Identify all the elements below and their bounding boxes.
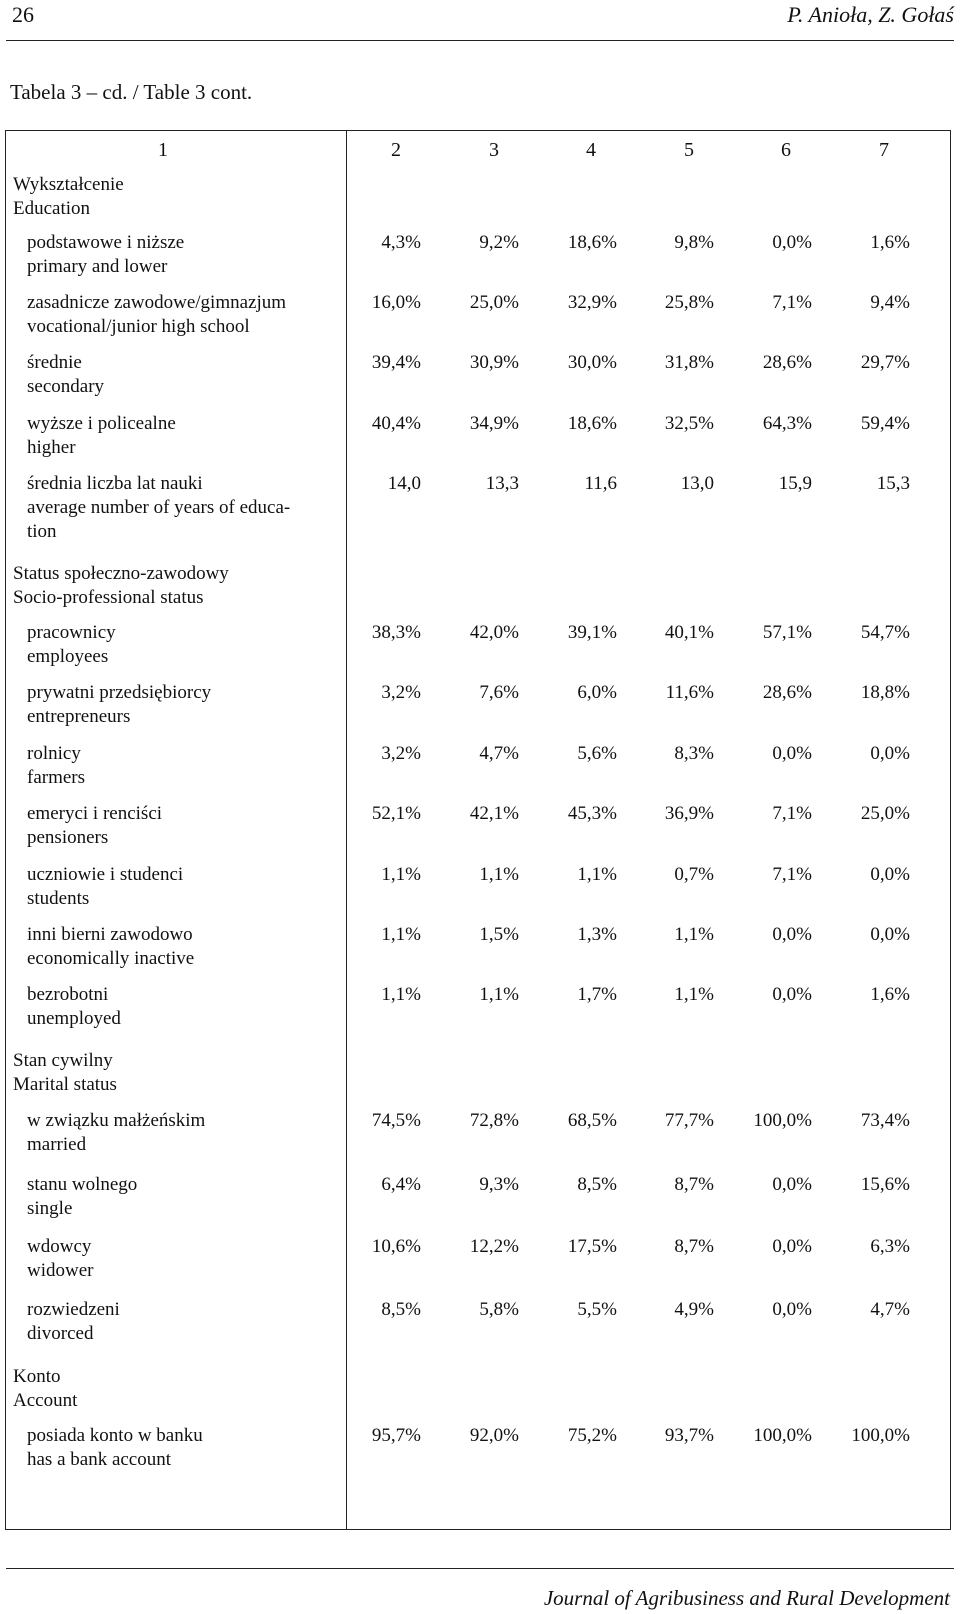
cell-value: 15,3: [876, 473, 910, 494]
row-label-en: higher: [27, 437, 76, 458]
cell-value: 13,0: [680, 473, 714, 494]
cell-value: 11,6: [584, 473, 617, 494]
column-number-1: 1: [158, 139, 168, 161]
cell-value: 30,9%: [469, 352, 519, 373]
cell-value: 5,6%: [577, 743, 617, 764]
cell-value: 32,9%: [567, 292, 617, 313]
column-number-5: 5: [684, 139, 694, 161]
cell-value: 0,0%: [772, 924, 812, 945]
group-title-pl: Konto: [13, 1366, 61, 1387]
cell-value: 75,2%: [567, 1425, 617, 1446]
cell-value: 13,3: [485, 473, 519, 494]
cell-value: 1,6%: [870, 232, 910, 253]
cell-value: 5,5%: [577, 1299, 617, 1320]
cell-value: 17,5%: [567, 1236, 617, 1257]
cell-value: 34,9%: [469, 413, 519, 434]
row-label-en: primary and lower: [27, 256, 168, 277]
page-number: 26: [12, 2, 34, 27]
cell-value: 8,7%: [674, 1236, 714, 1257]
cell-value: 1,1%: [381, 864, 421, 885]
row-label-en: secondary: [27, 376, 105, 397]
group-title-en: Marital status: [13, 1074, 117, 1095]
row-label-en: employees: [27, 646, 109, 667]
row-label-en: divorced: [27, 1323, 94, 1344]
cell-value: 72,8%: [469, 1110, 519, 1131]
cell-value: 25,0%: [860, 803, 910, 824]
cell-value: 9,4%: [870, 292, 910, 313]
cell-value: 40,4%: [371, 413, 421, 434]
row-label-pl: wdowcy: [27, 1236, 92, 1257]
cell-value: 12,2%: [469, 1236, 519, 1257]
cell-value: 14,0: [387, 473, 421, 494]
cell-value: 0,7%: [674, 864, 714, 885]
cell-value: 5,8%: [479, 1299, 519, 1320]
cell-value: 0,0%: [772, 1174, 812, 1195]
cell-value: 16,0%: [371, 292, 421, 313]
cell-value: 39,4%: [371, 352, 421, 373]
cell-value: 52,1%: [371, 803, 421, 824]
cell-value: 7,1%: [772, 803, 812, 824]
cell-value: 36,9%: [664, 803, 714, 824]
cell-value: 73,4%: [860, 1110, 910, 1131]
data-table: [5, 130, 951, 1530]
cell-value: 1,5%: [479, 924, 519, 945]
column-number-3: 3: [489, 139, 499, 161]
cell-value: 1,6%: [870, 984, 910, 1005]
group-title-pl: Wykształcenie: [13, 174, 124, 195]
row-label-en: has a bank account: [27, 1449, 172, 1470]
table-caption: Tabela 3 – cd. / Table 3 cont.: [10, 80, 253, 104]
cell-value: 1,7%: [577, 984, 617, 1005]
cell-value: 1,3%: [577, 924, 617, 945]
cell-value: 68,5%: [567, 1110, 617, 1131]
row-label-pl: rolnicy: [27, 743, 81, 764]
cell-value: 28,6%: [762, 352, 812, 373]
cell-value: 4,7%: [870, 1299, 910, 1320]
cell-value: 42,0%: [469, 622, 519, 643]
cell-value: 40,1%: [664, 622, 714, 643]
cell-value: 25,8%: [664, 292, 714, 313]
row-label-pl: bezrobotni: [27, 984, 109, 1005]
cell-value: 54,7%: [860, 622, 910, 643]
row-label-en: average number of years of educa-: [27, 497, 291, 518]
row-label-pl: pracownicy: [27, 622, 116, 643]
column-number-2: 2: [391, 139, 401, 161]
row-label-en: married: [27, 1134, 87, 1155]
cell-value: 0,0%: [870, 743, 910, 764]
cell-value: 9,2%: [479, 232, 519, 253]
cell-value: 1,1%: [674, 984, 714, 1005]
row-label-pl: wyższe i policealne: [27, 413, 176, 434]
cell-value: 93,7%: [664, 1425, 714, 1446]
cell-value: 42,1%: [469, 803, 519, 824]
cell-value: 0,0%: [772, 1299, 812, 1320]
row-label-en: students: [27, 888, 90, 909]
row-label-pl: inni bierni zawodowo: [27, 924, 193, 945]
row-label-en-continued: tion: [27, 521, 57, 542]
cell-value: 77,7%: [664, 1110, 714, 1131]
cell-value: 6,0%: [577, 682, 617, 703]
cell-value: 1,1%: [674, 924, 714, 945]
cell-value: 7,1%: [772, 864, 812, 885]
cell-value: 92,0%: [469, 1425, 519, 1446]
cell-value: 4,9%: [674, 1299, 714, 1320]
row-label-pl: w związku małżeńskim: [27, 1110, 206, 1131]
cell-value: 4,3%: [381, 232, 421, 253]
cell-value: 32,5%: [664, 413, 714, 434]
cell-value: 28,6%: [762, 682, 812, 703]
row-label-pl: średnia liczba lat nauki: [27, 473, 203, 494]
cell-value: 74,5%: [371, 1110, 421, 1131]
footer-rule: [6, 1568, 954, 1569]
cell-value: 3,2%: [381, 682, 421, 703]
cell-value: 39,1%: [567, 622, 617, 643]
running-head-authors: P. Anioła, Z. Gołaś: [787, 2, 954, 27]
row-label-en: farmers: [27, 767, 86, 788]
row-label-pl: średnie: [27, 352, 82, 373]
cell-value: 8,7%: [674, 1174, 714, 1195]
cell-value: 1,1%: [479, 864, 519, 885]
cell-value: 100,0%: [851, 1425, 910, 1446]
cell-value: 1,1%: [381, 924, 421, 945]
cell-value: 6,3%: [870, 1236, 910, 1257]
journal-name: Journal of Agribusiness and Rural Development: [543, 1586, 950, 1610]
row-label-pl: uczniowie i studenci: [27, 864, 184, 885]
cell-value: 38,3%: [371, 622, 421, 643]
row-label-en: unemployed: [27, 1008, 121, 1029]
cell-value: 31,8%: [664, 352, 714, 373]
row-label-pl: stanu wolnego: [27, 1174, 138, 1195]
cell-value: 100,0%: [753, 1110, 812, 1131]
group-title-en: Education: [13, 198, 91, 219]
row-label-pl: zasadnicze zawodowe/gimnazjum: [27, 292, 287, 313]
column-number-4: 4: [586, 139, 596, 161]
row-label-en: economically inactive: [27, 948, 195, 969]
header-rule: [6, 40, 954, 41]
group-title-en: Socio-professional status: [13, 587, 204, 608]
row-label-pl: posiada konto w banku: [27, 1425, 203, 1446]
cell-value: 1,1%: [577, 864, 617, 885]
group-title-pl: Stan cywilny: [13, 1050, 113, 1071]
cell-value: 9,3%: [479, 1174, 519, 1195]
cell-value: 25,0%: [469, 292, 519, 313]
row-label-pl: rozwiedzeni: [27, 1299, 120, 1320]
cell-value: 8,5%: [381, 1299, 421, 1320]
cell-value: 18,6%: [567, 413, 617, 434]
row-label-en: widower: [27, 1260, 94, 1281]
row-label-pl: prywatni przedsiębiorcy: [27, 682, 212, 703]
column-number-7: 7: [879, 139, 889, 161]
cell-value: 95,7%: [371, 1425, 421, 1446]
cell-value: 18,6%: [567, 232, 617, 253]
cell-value: 10,6%: [371, 1236, 421, 1257]
row-label-en: vocational/junior high school: [27, 316, 250, 337]
cell-value: 29,7%: [860, 352, 910, 373]
page-header: [8, 0, 954, 40]
cell-value: 15,6%: [860, 1174, 910, 1195]
cell-value: 11,6%: [665, 682, 714, 703]
cell-value: 59,4%: [860, 413, 910, 434]
cell-value: 100,0%: [753, 1425, 812, 1446]
cell-value: 0,0%: [772, 984, 812, 1005]
cell-value: 3,2%: [381, 743, 421, 764]
column-number-6: 6: [781, 139, 791, 161]
cell-value: 15,9: [778, 473, 812, 494]
cell-value: 8,5%: [577, 1174, 617, 1195]
cell-value: 1,1%: [479, 984, 519, 1005]
cell-value: 0,0%: [772, 743, 812, 764]
group-title-en: Account: [13, 1390, 78, 1411]
cell-value: 4,7%: [479, 743, 519, 764]
group-title-pl: Status społeczno-zawodowy: [13, 563, 229, 584]
cell-value: 0,0%: [772, 232, 812, 253]
cell-value: 7,1%: [772, 292, 812, 313]
row-label-en: single: [27, 1198, 73, 1219]
cell-value: 18,8%: [860, 682, 910, 703]
cell-value: 7,6%: [479, 682, 519, 703]
cell-value: 0,0%: [870, 864, 910, 885]
cell-value: 57,1%: [762, 622, 812, 643]
cell-value: 1,1%: [381, 984, 421, 1005]
cell-value: 8,3%: [674, 743, 714, 764]
cell-value: 45,3%: [567, 803, 617, 824]
row-label-pl: podstawowe i niższe: [27, 232, 185, 253]
cell-value: 6,4%: [381, 1174, 421, 1195]
cell-value: 0,0%: [772, 1236, 812, 1257]
cell-value: 9,8%: [674, 232, 714, 253]
cell-value: 64,3%: [762, 413, 812, 434]
row-label-pl: emeryci i renciści: [27, 803, 163, 824]
row-label-en: pensioners: [27, 827, 109, 848]
cell-value: 30,0%: [567, 352, 617, 373]
row-label-en: entrepreneurs: [27, 706, 131, 727]
cell-value: 0,0%: [870, 924, 910, 945]
